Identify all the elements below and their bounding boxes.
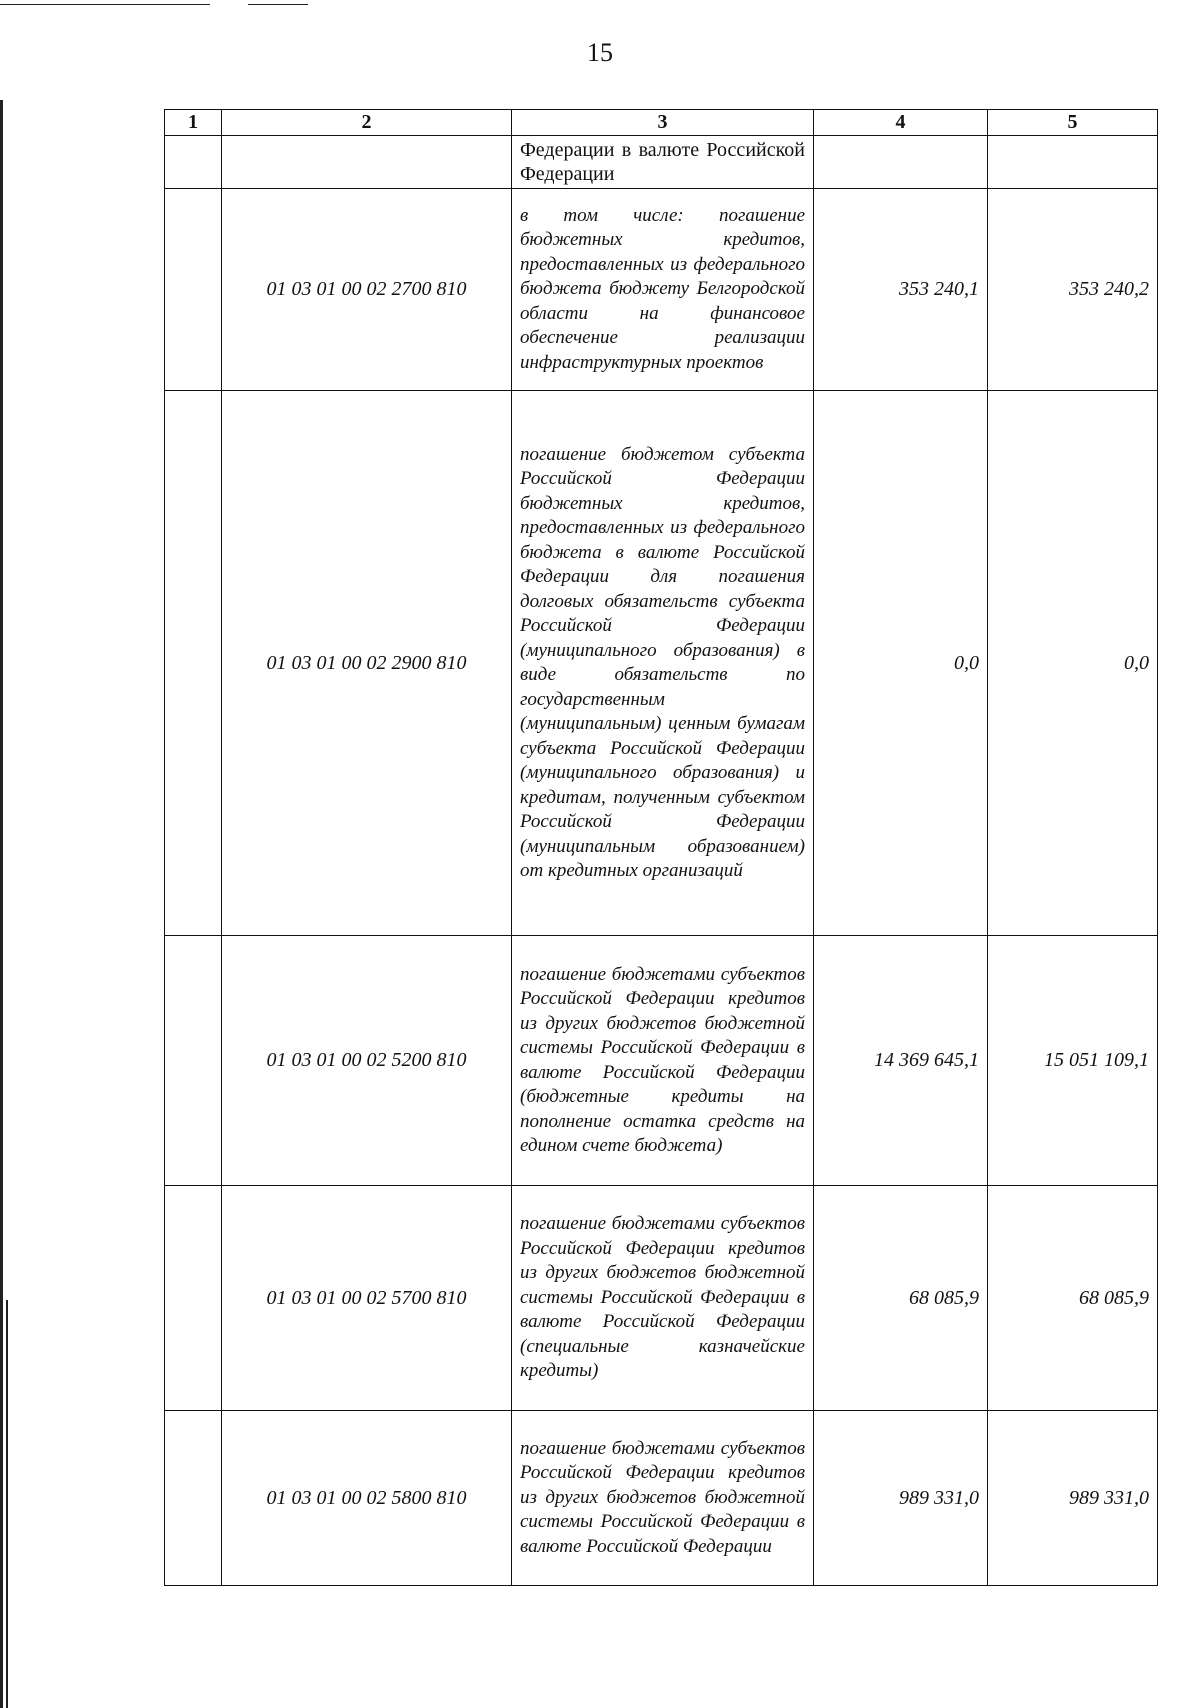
value-col4-cell: 68 085,9 — [814, 1186, 988, 1411]
code-cell: 01 03 01 00 02 2900 810 — [222, 391, 512, 936]
row-number-cell — [165, 189, 222, 391]
value-col5-cell: 353 240,2 — [988, 189, 1158, 391]
code-cell: 01 03 01 00 02 5200 810 — [222, 936, 512, 1186]
column-header: 2 — [222, 110, 512, 136]
description-cell — [512, 1411, 814, 1586]
description-text: погашение бюджетами субъектов Российской Федерации кредитов из других бюджетов бюджетной системы Российской Федерации в валюте Российской Федерации (специальные казначейские кредиты) — [520, 1213, 805, 1382]
row-number-cell — [165, 1411, 222, 1586]
description-text: Федерации в валюте Российской Федерации — [520, 139, 805, 185]
code-cell — [222, 136, 512, 189]
table-row — [165, 936, 1158, 1186]
code-cell: 01 03 01 00 02 5800 810 — [222, 1411, 512, 1586]
description-cell — [512, 391, 814, 936]
row-number-cell — [165, 1186, 222, 1411]
table-row — [165, 1411, 1158, 1586]
column-header: 3 — [512, 110, 814, 136]
code-cell: 01 03 01 00 02 2700 810 — [222, 189, 512, 391]
table-row — [165, 391, 1158, 936]
table-row — [165, 189, 1158, 391]
description-cell — [512, 1186, 814, 1411]
value-col4-cell: 353 240,1 — [814, 189, 988, 391]
description-cell — [512, 936, 814, 1186]
value-col4-cell: 989 331,0 — [814, 1411, 988, 1586]
value-col5-cell: 68 085,9 — [988, 1186, 1158, 1411]
page-number: 15 — [587, 38, 613, 67]
description-text: погашение бюджетами субъектов Российской Федерации кредитов из других бюджетов бюджетной системы Российской Федерации в валюте Российской Федерации — [520, 1437, 805, 1557]
value-col4-cell: 14 369 645,1 — [814, 936, 988, 1186]
table-row — [165, 136, 1158, 189]
description-text: в том числе: погашение бюджетных кредитов, предоставленных из федерального бюджета бюджету Белгородской области на финансовое обеспечение реализации инфраструктурных проектов — [520, 204, 805, 373]
value-col4-cell — [814, 136, 988, 189]
column-header: 1 — [165, 110, 222, 136]
table-row — [165, 1186, 1158, 1411]
description-cell — [512, 136, 814, 189]
scan-artifact-edge — [6, 1300, 8, 1708]
value-col5-cell: 15 051 109,1 — [988, 936, 1158, 1186]
column-header: 5 — [988, 110, 1158, 136]
value-col4-cell: 0,0 — [814, 391, 988, 936]
description-text: погашение бюджетом субъекта Российской Федерации бюджетных кредитов, предоставленных из федерального бюджета в валюте Российской Федерации для погашения долговых обязательств субъекта Российской Федерации (муниципального образования) в виде обязательств по государственным (муниципальным) ценным бумагам субъекта Российской Федерации (муниципального образования) и кредитам, полученным субъектом Российской Федерации (муниципальным образованием) от кредитных организаций — [520, 443, 805, 881]
column-header: 4 — [814, 110, 988, 136]
table-header-row — [165, 110, 1158, 136]
scan-artifact-line — [248, 4, 308, 5]
value-col5-cell: 989 331,0 — [988, 1411, 1158, 1586]
value-col5-cell: 0,0 — [988, 391, 1158, 936]
scan-artifact-edge — [0, 100, 3, 1708]
code-cell: 01 03 01 00 02 5700 810 — [222, 1186, 512, 1411]
row-number-cell — [165, 936, 222, 1186]
row-number-cell — [165, 391, 222, 936]
scan-artifact-line — [0, 4, 210, 5]
value-col5-cell — [988, 136, 1158, 189]
description-text: погашение бюджетами субъектов Российской Федерации кредитов из других бюджетов бюджетной системы Российской Федерации в валюте Российской Федерации (бюджетные кредиты на пополнение остатка средств на едином счете бюджета) — [520, 963, 805, 1156]
budget-table — [164, 109, 1158, 1586]
row-number-cell — [165, 136, 222, 189]
description-cell — [512, 189, 814, 391]
